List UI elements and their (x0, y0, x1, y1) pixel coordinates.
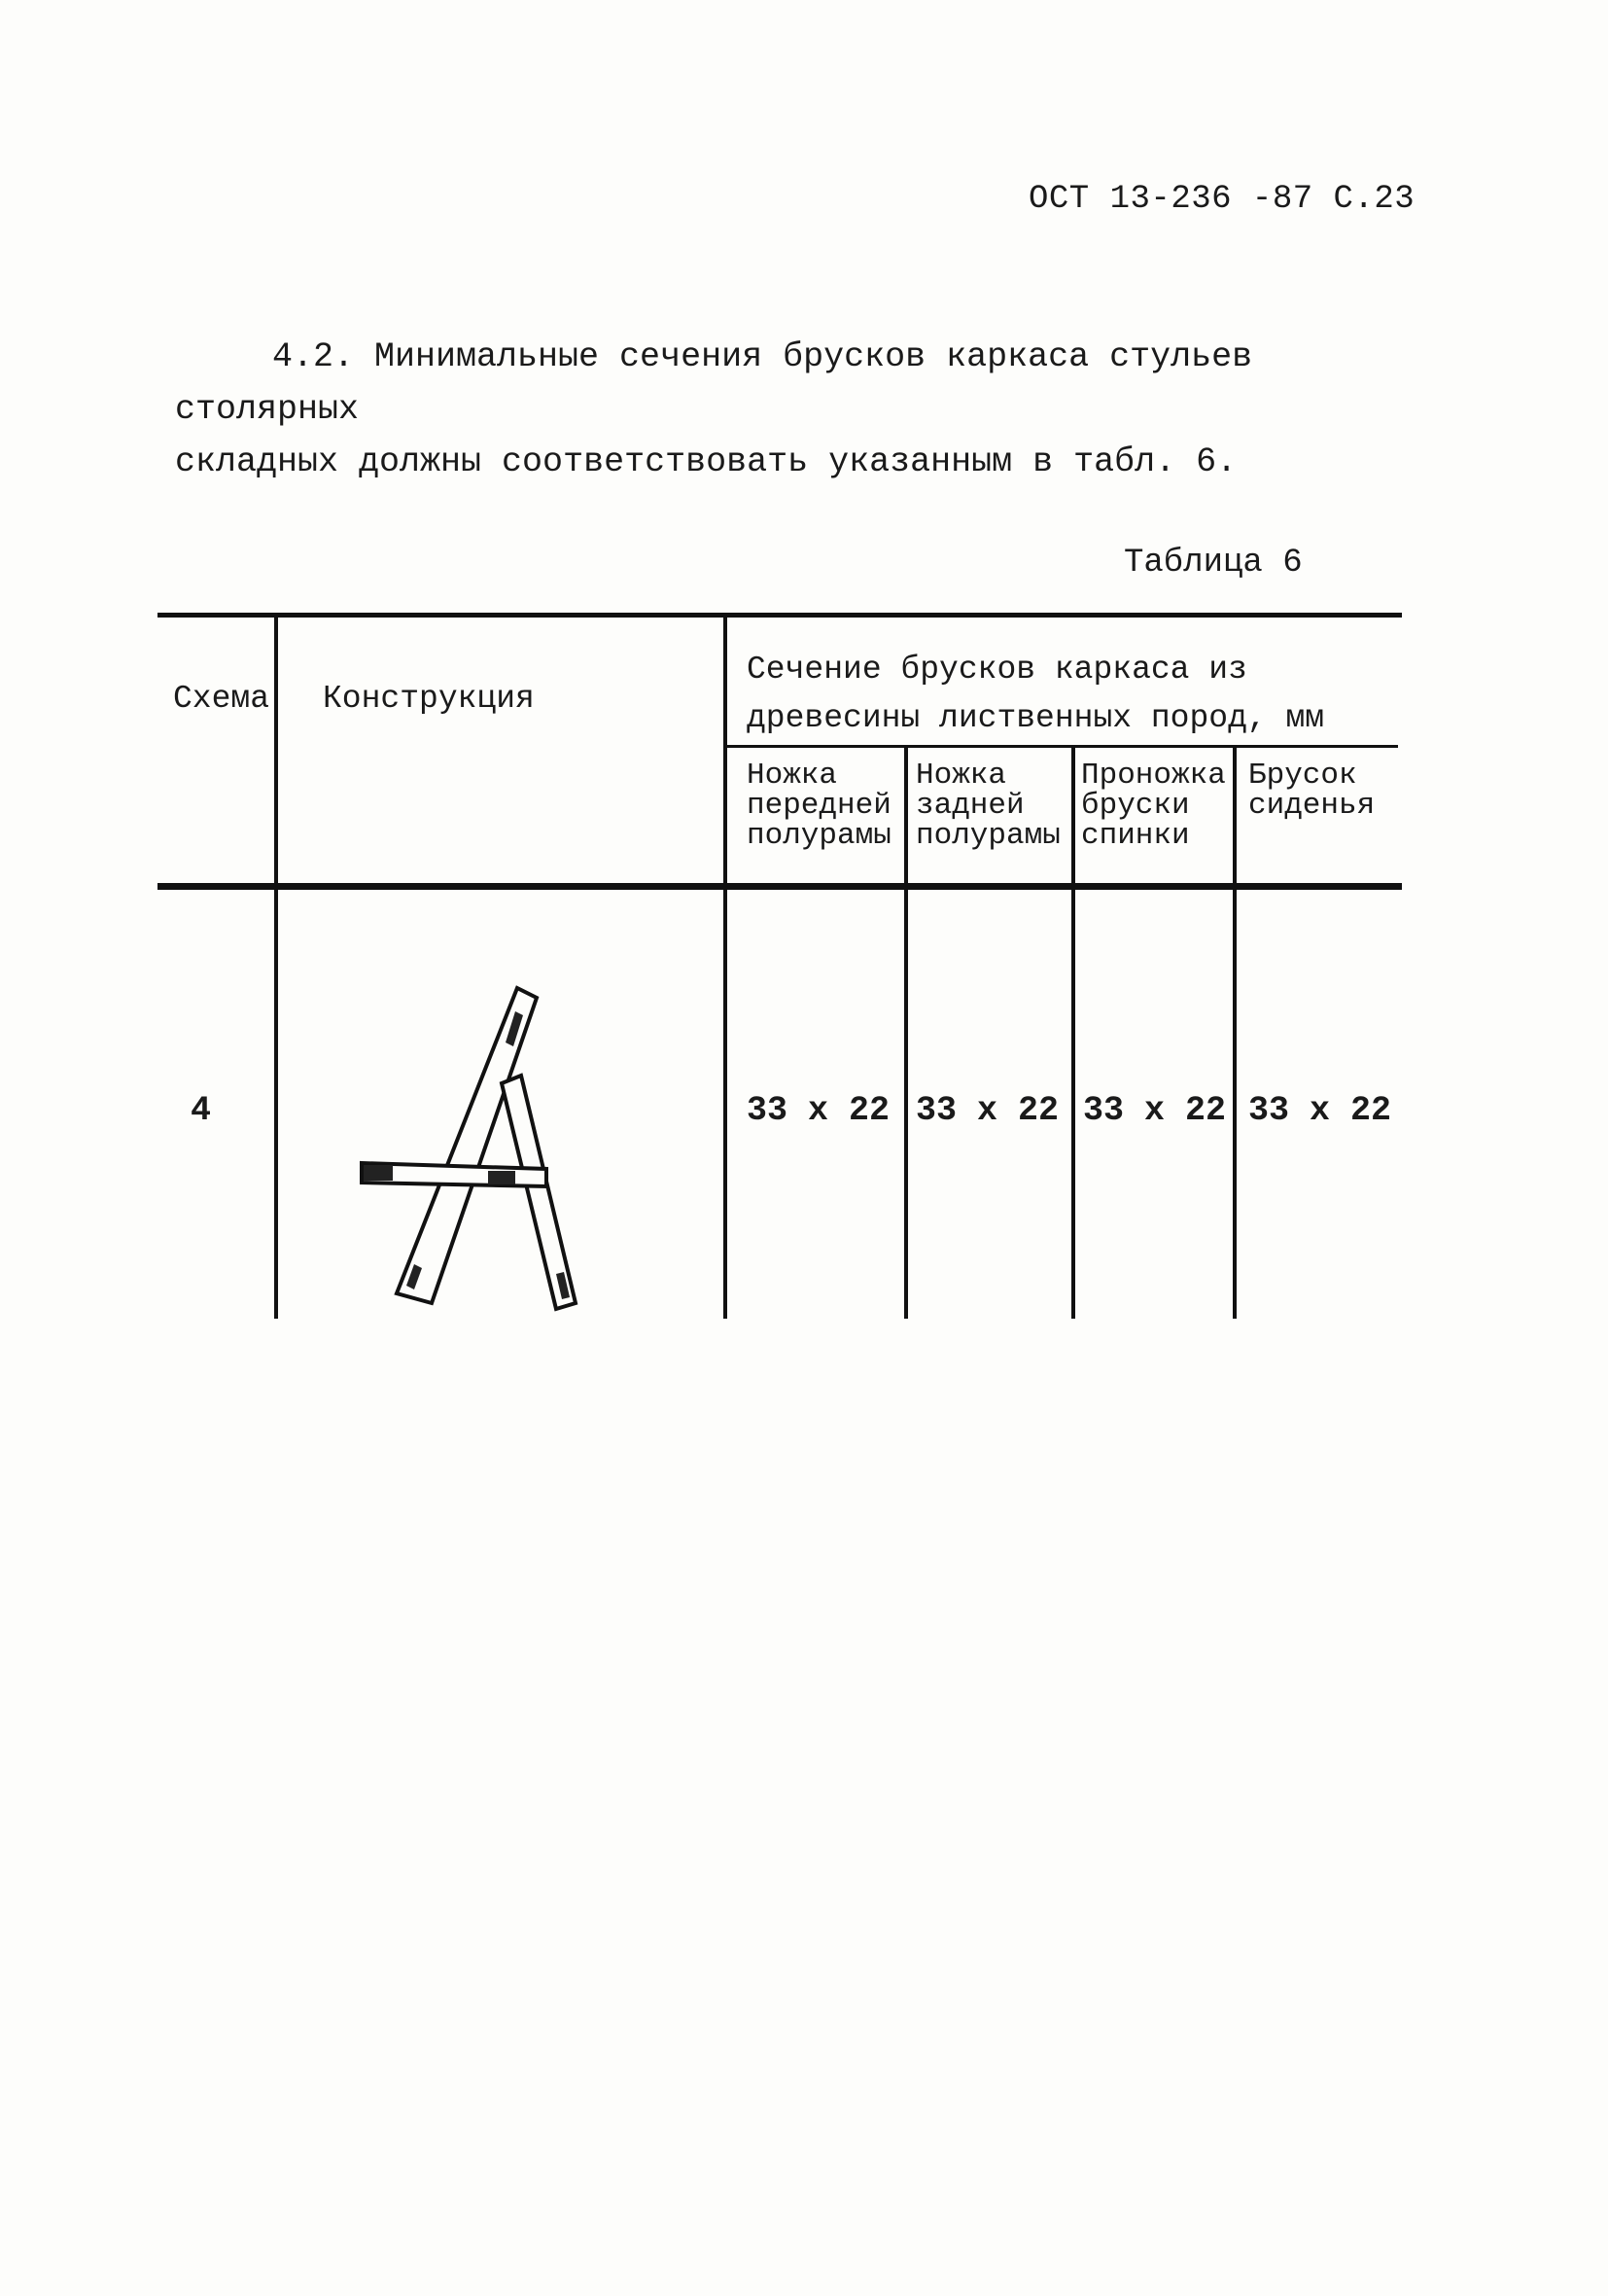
header-construction: Конструкция (323, 681, 535, 717)
table-vline-1 (274, 617, 278, 1319)
table-vline-3 (904, 747, 908, 1319)
row-value-front-leg: 33 х 22 (747, 1091, 891, 1130)
subheader-rear-leg: Ножка задней полурамы (916, 759, 1061, 853)
row-value-stretcher: 33 х 22 (1083, 1091, 1227, 1130)
header-scheme: Схема (173, 681, 270, 717)
folding-chair-drawing (350, 982, 603, 1313)
page-header-code: ОСТ 13-236 -87 С.23 (1029, 181, 1416, 218)
subheader-seat-bar: Брусок сиденья (1248, 759, 1376, 823)
table-caption: Таблица 6 (1124, 545, 1303, 582)
subheader-front-leg: Ножка передней полурамы (747, 759, 891, 853)
row-value-seat-bar: 33 х 22 (1248, 1091, 1392, 1130)
table-vline-5 (1233, 747, 1237, 1319)
table-header-bottom-rule (157, 883, 1402, 890)
row-scheme: 4 (191, 1091, 212, 1130)
row-value-rear-leg: 33 х 22 (916, 1091, 1060, 1130)
subheader-stretcher: Проножка бруски спинки (1081, 759, 1226, 853)
header-group-line-2: древесины лиственных пород, мм (747, 700, 1325, 736)
table-vline-2 (723, 617, 727, 1319)
paragraph-line-2: складных должны соответствовать указанным в табл. 6. (175, 442, 1238, 481)
rear-leg (502, 1076, 576, 1309)
table-subheader-rule (727, 745, 1398, 748)
table-top-rule (157, 613, 1402, 618)
paragraph (175, 331, 1390, 488)
header-group-line-1: Сечение брусков каркаса из (747, 652, 1247, 688)
paragraph-line-1: 4.2. Минимальные сечения брусков каркаса стульев столярных (175, 337, 1253, 429)
table-vline-4 (1071, 747, 1075, 1319)
